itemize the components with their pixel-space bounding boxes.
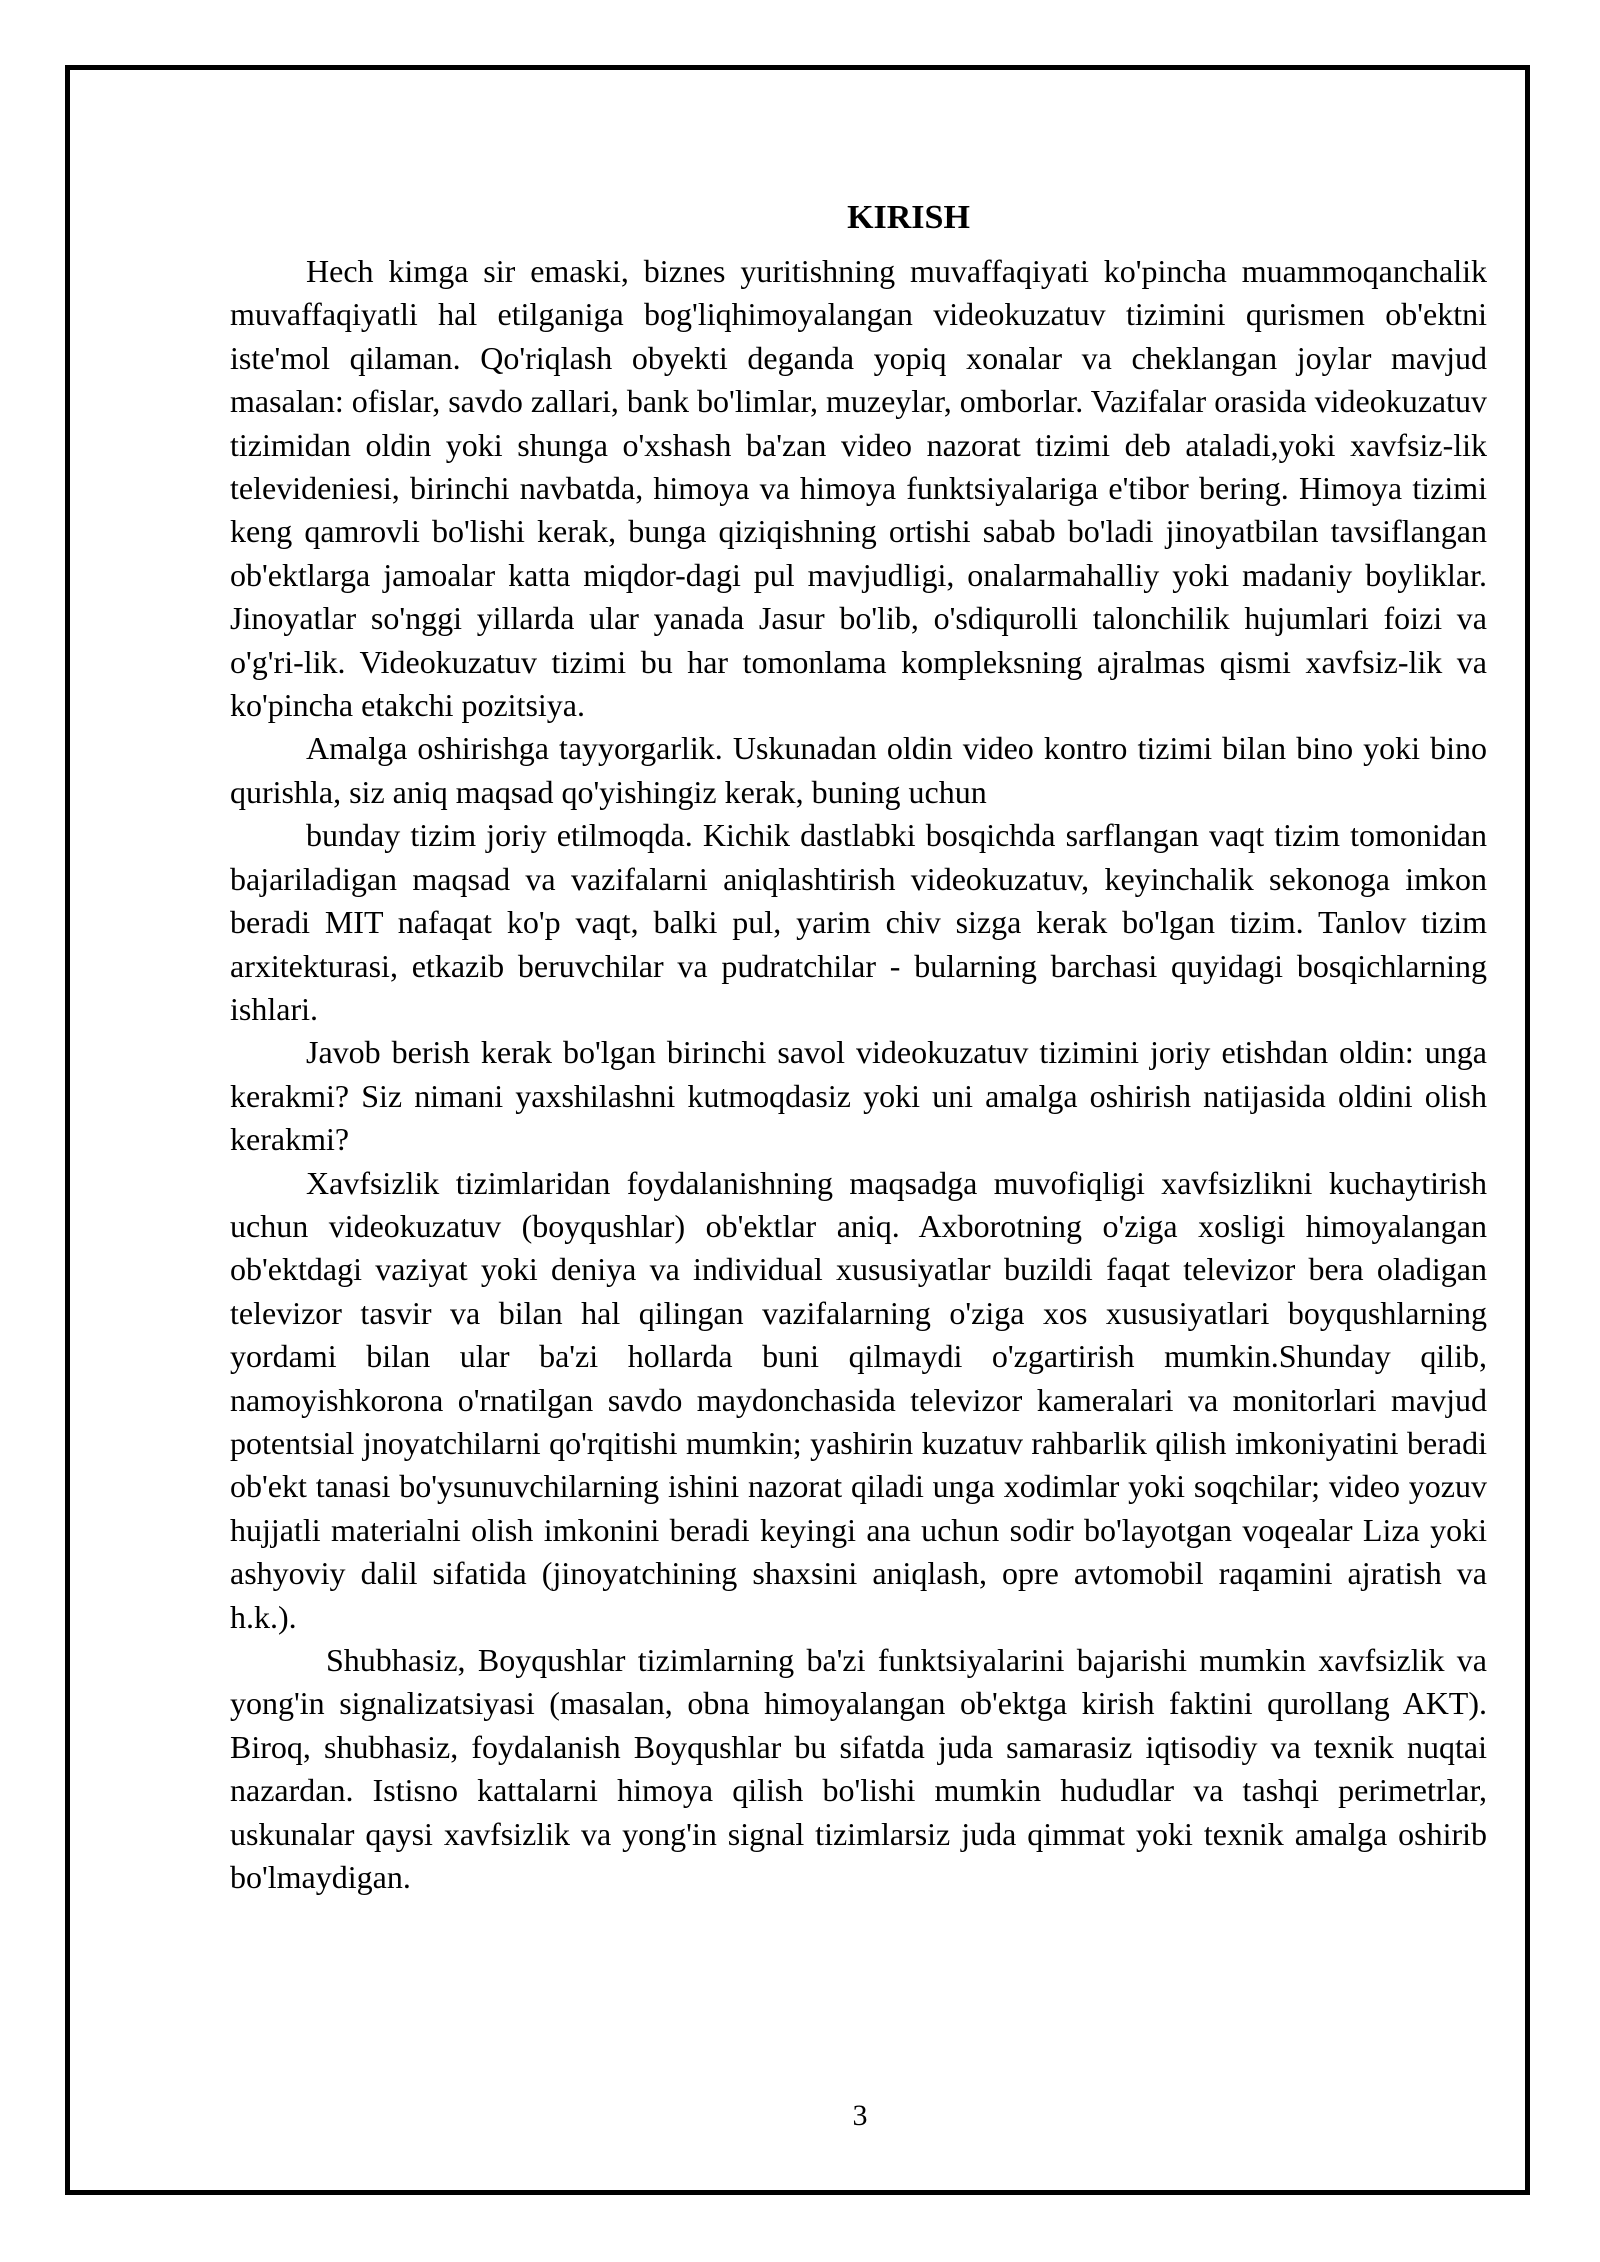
paragraph-conclusion: Shubhasiz, Boyqushlar tizimlarning ba'zi funktsiyalarini bajarishi mumkin xavfsizlik va yong'in signalizatsiyasi (masalan, obna himoyalangan ob'ektga kirish faktini qurollang AKT). Biroq, shubhasiz, foydalanish Boyqushlar bu sifatda juda samarasiz iqtisodiy va texnik nuqtai nazardan. Istisno kattalarni himoya qilish bo'lishi mumkin hududlar va tashqi perimetrlar, uskunalar qaysi xavfsizlik va yong'in signal tizimlarsiz juda qimmat yoki texnik amalga oshirib bo'lmaydigan.: [230, 1642, 1487, 1896]
document-title: KIRISH: [847, 199, 970, 236]
paragraph-system-introduction: bunday tizim joriy etilmoqda. Kichik dastlabki bosqichda sarflangan vaqt tizim tomonidan bajariladigan maqsad va vazifalarni aniqlashtirish videokuzatuv, keyinchalik sekonoga imkon beradi MIT nafaqat ko'p vaqt, balki pul, yarim chiv sizga kerak bo'lgan tizim. Tanlov tizim arxitekturasi, etkazib beruvchilar va pudratchilar - bularning barchasi quyidagi bosqichlarning ishlari.: [230, 817, 1487, 1027]
paragraph-introduction: Hech kimga sir emaski, biznes yuritishning muvaffaqiyati ko'pincha muammoqanchalik muvaffaqiyatli hal etilganiga bog'liqhimoyalangan videokuzatuv tizimini qurismen ob'ektni iste'mol qilaman. Qo'riqlash obyekti deganda yopiq xonalar va cheklangan joylar mavjud masalan: ofislar, savdo zallari, bank bo'limlar, muzeylar, omborlar. Vazifalar orasida videokuzatuv tizimidan oldin yoki shunga o'xshash ba'zan video nazorat tizimi deb ataladi,yoki xavfsiz-lik televideniesi, birinchi navbatda, himoya va himoya funktsiyalariga e'tibor bering. Himoya tizimi keng qamrovli bo'lishi kerak, bunga qiziqishning ortishi sabab bo'ladi jinoyatbilan tavsiflangan ob'ektlarga jamoalar katta miqdor-dagi pul mavjudligi, onalarmahalliy yoki madaniy boyliklar. Jinoyatlar so'nggi yillarda ular yanada Jasur bo'lib, o'sdiqurolli talonchilik hujumlari foizi va o'g'ri-lik. Videokuzatuv tizimi bu har tomonlama kompleksning ajralmas qismi xavfsiz-lik va ko'pincha etakchi pozitsiya.: [230, 253, 1487, 724]
paragraph-security-systems: Xavfsizlik tizimlaridan foydalanishning maqsadga muvofiqligi xavfsizlikni kuchaytirish uchun videokuzatuv (boyqushlar) ob'ektlar aniq. Axborotning o'ziga xosligi himoyalangan ob'ektdagi vaziyat yoki deniya va individual xususiyatlar buzildi faqat televizor bera oladigan televizor tasvir va bilan hal qilingan vazifalarning o'ziga xos xususiyatlari boyqushlarning yordami bilan ular ba'zi hollarda buni qilmaydi o'zgartirish mumkin.Shunday qilib, namoyishkorona o'rnatilgan savdo maydonchasida televizor kameralari va monitorlari mavjud potentsial jnoyatchilarni qo'rqitishi mumkin; yashirin kuzatuv rahbarlik qilish imkoniyatini beradi ob'ekt tanasi bo'ysunuvchilarning ishini nazorat qiladi unga xodimlar yoki soqchilar; video yozuv hujjatli materialni olish imkonini beradi keyingi ana uchun sodir bo'layotgan voqealar Liza yoki ashyoviy dalil sifatida (jinoyatchining shaxsini aniqlash, opre avtomobil raqamini ajratish va h.k.).: [230, 1164, 1487, 1635]
paragraph-preparation: Amalga oshirishga tayyorgarlik. Uskunadan oldin video kontro tizimi bilan bino yoki bino qurishla, siz aniq maqsad qo'yishingiz kerak, buning uchun: [230, 730, 1487, 810]
document-body: [230, 250, 1487, 1899]
document-content: [230, 196, 1487, 1899]
paragraph-first-question: Javob berish kerak bo'lgan birinchi savol videokuzatuv tizimini joriy etishdan oldin: unga kerakmi? Siz nimani yaxshilashni kutmoqdasiz yoki uni amalga oshirish natijasida oldini olish kerakmi?: [230, 1034, 1487, 1158]
page-number: 3: [852, 2099, 868, 2132]
